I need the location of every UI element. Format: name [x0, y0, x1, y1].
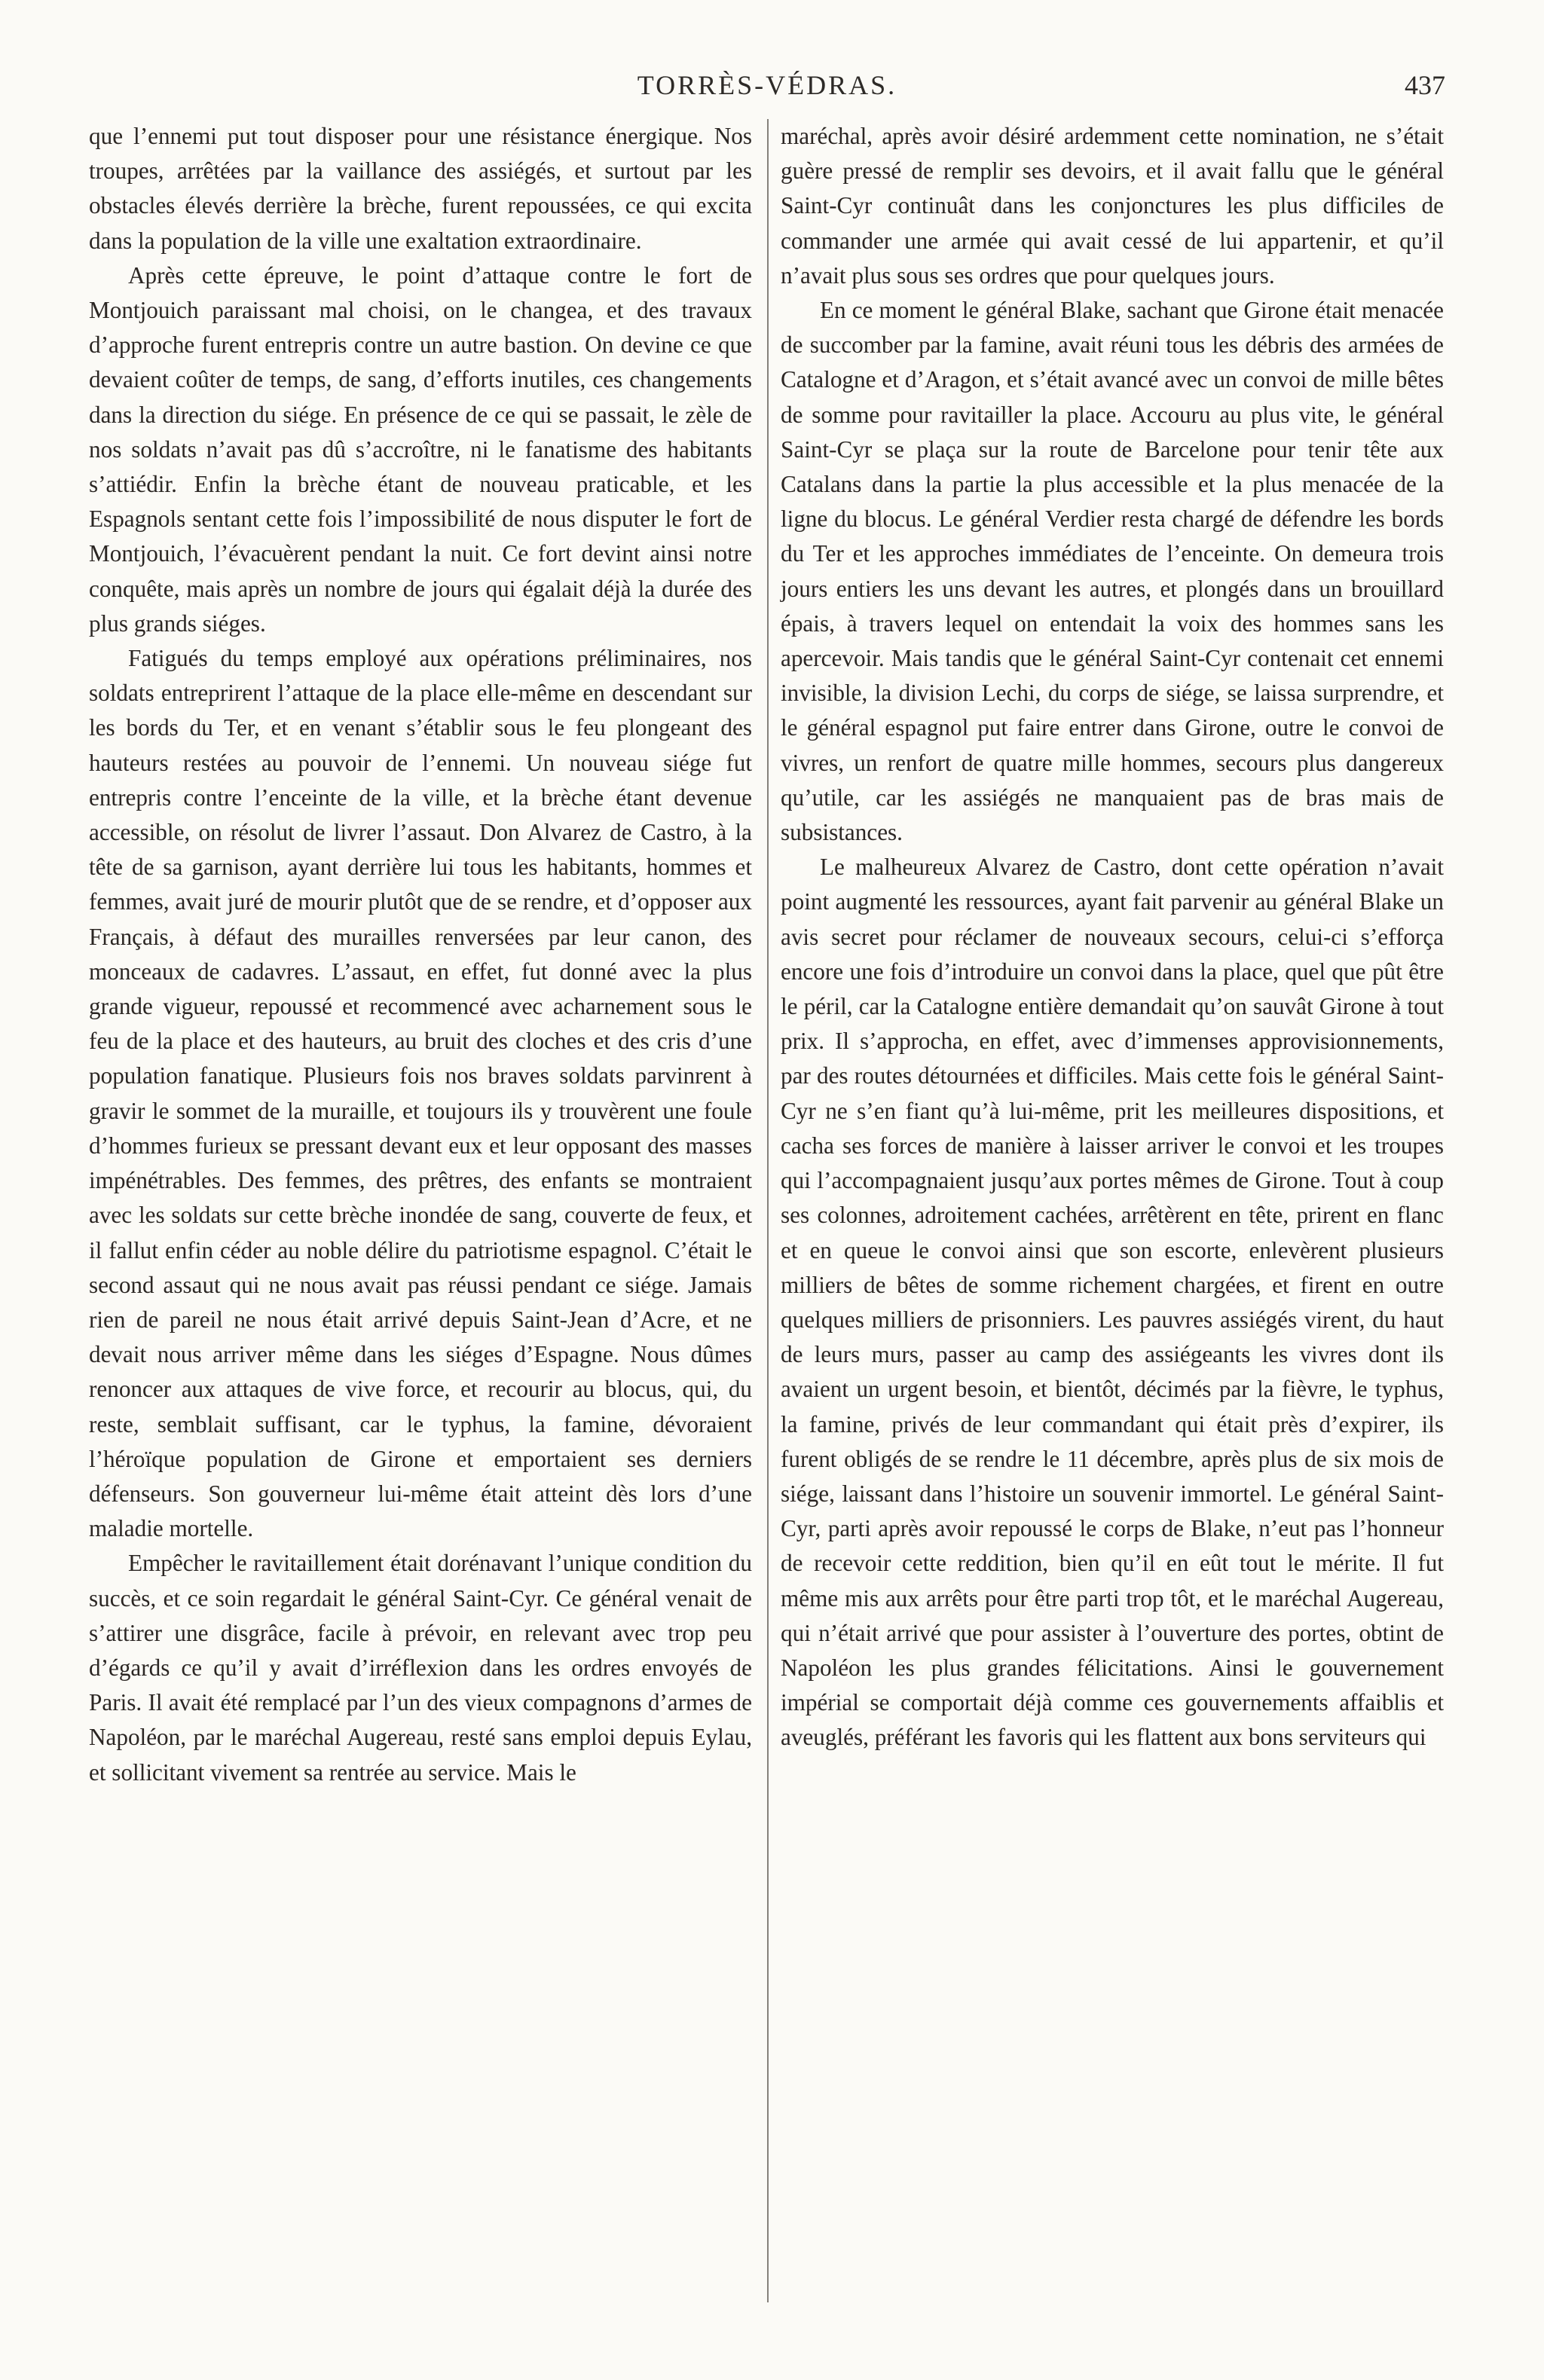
running-head — [89, 69, 1445, 107]
paragraph: Empêcher le ravitaillement était dorénavant l’unique condition du succès, et ce soin regardait le général Saint-Cyr. Ce général venait de s’attirer une disgrâce, facile à prévoir, en relevant avec trop peu d’égards ce qu’il y avait d’irréflexion dans les ordres envoyés de Paris. Il avait été remplacé par l’un des vieux compagnons d’armes de Napoléon, par le maréchal Augereau, resté sans emploi depuis Eylau, et sollicitant vivement sa rentrée au service. Mais le — [89, 1550, 752, 1786]
paragraph: Fatigués du temps employé aux opérations préliminaires, nos soldats entreprirent l’attaque de la place elle-même en descendant sur les bords du Ter, et en venant s’établir sous le feu plongeant des hauteurs restées au pouvoir de l’ennemi. Un nouveau siége fut entrepris contre l’enceinte de la ville, et la brèche étant devenue accessible, on résolut de livrer l’assaut. Don Alvarez de Castro, à la tête de sa garnison, ayant derrière lui tous les habitants, hommes et femmes, avait juré de mourir plutôt que de se rendre, et d’opposer aux Français, à défaut des murailles renversées par leur canon, des monceaux de cadavres. L’assaut, en effet, fut donné avec la plus grande vigueur, repoussé et recommencé avec acharnement sous le feu de la place et des hauteurs, au bruit des cloches et des cris d’une population fanatique. Plusieurs fois nos braves soldats parvinrent à gravir le sommet de la muraille, et toujours ils y trouvèrent une foule d’hommes furieux se pressant devant eux et leur opposant des masses impénétrables. Des femmes, des prêtres, des enfants se montraient avec les soldats sur cette brèche inondée de sang, couverte de feux, et il fallut enfin céder au noble délire du patriotisme espagnol. C’était le second assaut qui ne nous avait pas réussi pendant ce siége. Jamais rien de pareil ne nous était arrivé depuis Saint-Jean d’Acre, et ne devait nous arriver même dans les siéges d’Espagne. Nous dûmes renoncer aux attaques de vive force, et recourir au blocus, qui, du reste, semblait suffisant, car le typhus, la famine, dévoraient l’héroïque population de Girone et emportaient ses derniers défenseurs. Son gouverneur lui-même était atteint dès lors d’une maladie mortelle. — [89, 645, 752, 1542]
page-number: 437 — [1405, 70, 1445, 100]
paragraph: En ce moment le général Blake, sachant que Girone était menacée de succomber par la famine, avait réuni tous les débris des armées de Catalogne et d’Aragon, et s’était avancé avec un convoi de mille bêtes de somme pour ravitailler la place. Accouru au plus vite, le général Saint-Cyr se plaça sur la route de Barcelone pour tenir tête aux Catalans dans la partie la plus accessible et la plus menacée de la ligne du blocus. Le général Verdier resta chargé de défendre les bords du Ter et les approches immédiates de l’enceinte. On demeura trois jours entiers les uns devant les autres, et plongés dans un brouillard épais, à travers lequel on entendait la voix des hommes sans les apercevoir. Mais tandis que le général Saint-Cyr contenait cet ennemi invisible, la division Lechi, du corps de siége, se laissa surprendre, et le général espagnol put faire entrer dans Girone, outre le convoi de vivres, un renfort de quatre mille hommes, secours plus dangereux qu’utile, car les assiégés ne manquaient pas de bras mais de subsistances. — [781, 297, 1444, 846]
paragraph: que l’ennemi put tout disposer pour une résistance énergique. Nos troupes, arrêtées par la vaillance des assiégés, et surtout par les obstacles élevés derrière la brèche, furent repoussées, ce qui excita dans la population de la ville une exaltation extraordinaire. — [89, 123, 752, 254]
paragraph: Le malheureux Alvarez de Castro, dont cette opération n’avait point augmenté les ressources, ayant fait parvenir au général Blake un avis secret pour réclamer de nouveaux secours, celui-ci s’efforça encore une fois d’introduire un convoi dans la place, quel que pût être le péril, car la Catalogne entière demandait qu’on sauvât Girone à tout prix. Il s’approcha, en effet, avec d’immenses approvisionnements, par des routes détournées et difficiles. Mais cette fois le général Saint-Cyr ne s’en fiant qu’à lui-même, prit les meilleures dispositions, et cacha ses forces de manière à laisser arriver le convoi et les troupes qui l’accompagnaient jusqu’aux portes mêmes de Girone. Tout à coup ses colonnes, adroitement cachées, arrêtèrent en tête, prirent en flanc et en queue le convoi ainsi que son escorte, enlevèrent plusieurs milliers de bêtes de somme richement chargées, et firent en outre quelques milliers de prisonniers. Les pauvres assiégés virent, du haut de leurs murs, passer au camp des assiégeants les vivres dont ils avaient un urgent besoin, et bientôt, décimés par la fièvre, le typhus, la famine, privés de leur commandant qui était près d’expirer, ils furent obligés de se rendre le 11 décembre, après plus de six mois de siége, laissant dans l’histoire un souvenir immortel. Le général Saint-Cyr, parti après avoir repoussé le corps de Blake, n’eut pas l’honneur de recevoir cette reddition, bien qu’il en eût tout le mérite. Il fut même mis aux arrêts pour être parti trop tôt, et le maréchal Augereau, qui n’était arrivé que pour assister à l’ouverture des portes, obtint de Napoléon les plus grandes félicitations. Ainsi le gouvernement impérial se comportait déjà comme ces gouvernements affaiblis et aveuglés, préférant les favoris qui les flattent aux bons serviteurs qui — [781, 854, 1444, 1751]
left-column — [89, 119, 752, 1790]
paragraph: maréchal, après avoir désiré ardemment cette nomination, ne s’était guère pressé de remplir ses devoirs, et il avait fallu que le général Saint-Cyr continuât dans les conjonctures les plus difficiles de commander une armée qui avait cessé de lui appartenir, et qu’il n’avait plus sous ses ordres que pour quelques jours. — [781, 123, 1444, 289]
right-column — [781, 119, 1444, 1755]
running-title: TORRÈS-VÉDRAS. — [637, 70, 897, 100]
paragraph: Après cette épreuve, le point d’attaque contre le fort de Montjouich paraissant mal choisi, on le changea, et des travaux d’approche furent entrepris contre un autre bastion. On devine ce que devaient coûter de temps, de sang, d’efforts inutiles, ces changements dans la direction du siége. En présence de ce qui se passait, le zèle de nos soldats n’avait pas dû s’accroître, ni le fanatisme des habitants s’attiédir. Enfin la brèche étant de nouveau praticable, et les Espagnols sentant cette fois l’impossibilité de nous disputer le fort de Montjouich, l’évacuèrent pendant la nuit. Ce fort devint ainsi notre conquête, mais après un nombre de jours qui égalait déjà la durée des plus grands siéges. — [89, 261, 752, 637]
column-divider — [767, 119, 769, 2302]
